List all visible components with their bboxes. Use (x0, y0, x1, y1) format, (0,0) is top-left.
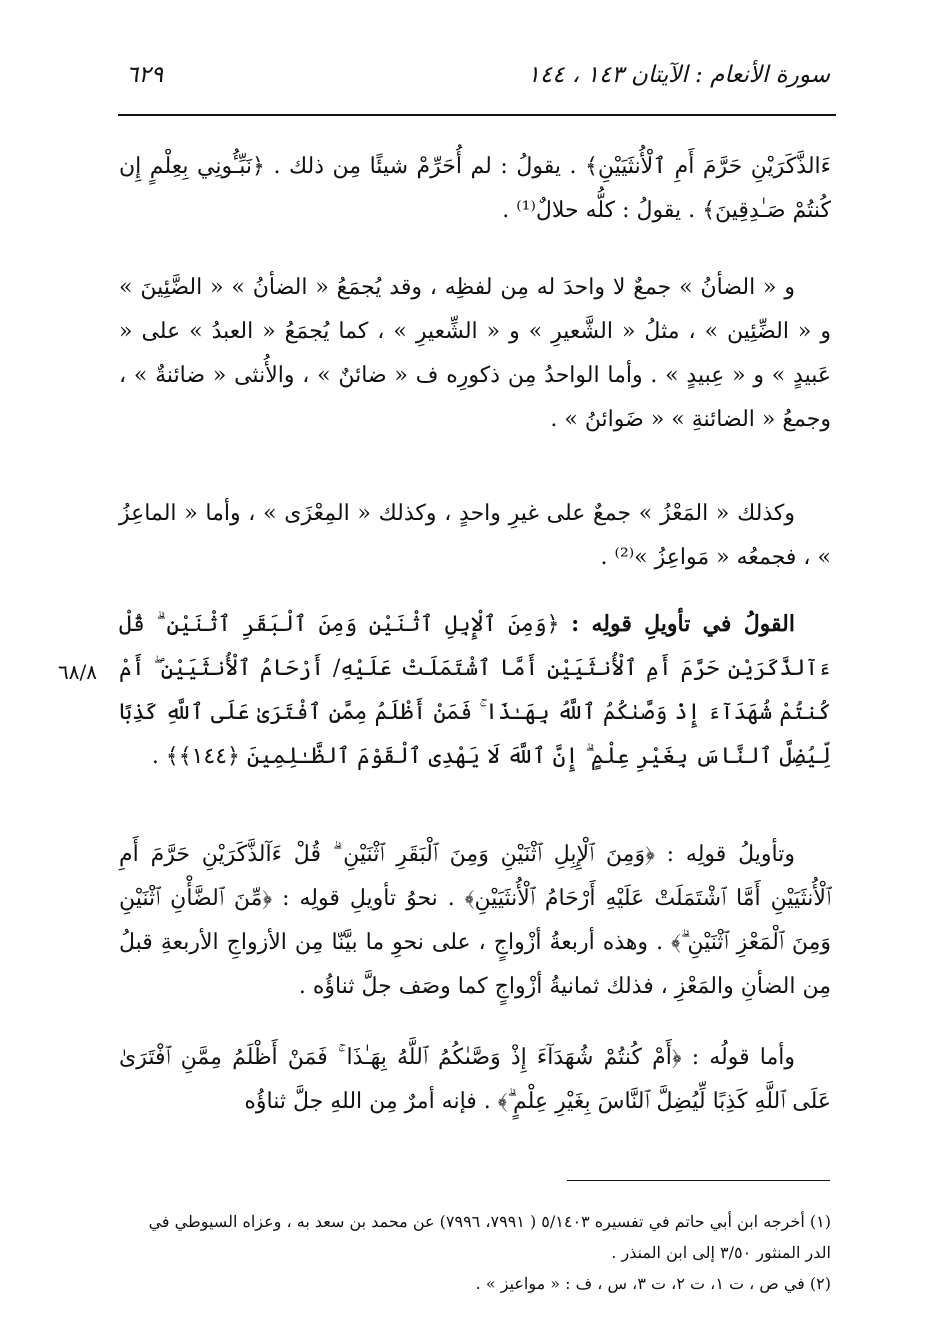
paragraph-3 (119, 492, 831, 580)
margin-volume-reference: ٦٨/٨ (58, 660, 97, 684)
header-rule (118, 114, 836, 116)
paragraph-6 (119, 1036, 831, 1124)
running-title: سورة الأنعام : الآيتان ١٤٣ ، ١٤٤ (527, 62, 830, 88)
paragraph-text: و « الضأنُ » جمعٌ لا واحدَ له مِن لفظِه ، وقد يُجمَعُ « الضأنُ » « الضَّئِينَ » و « الضِّئِين » ، مثلُ « الشَّعيرِ » و « الشِّعيرِ » ، كما يُجمَعُ « العبدُ » على « عَبيدٍ » و « عِبيدٍ » . وأما الواحدُ مِن ذكورِه ف « ضائنٌ » ، والأُنثى « ضائنةٌ » ، وجمعُ « الضائنةِ » « ضَوائنُ » . (119, 275, 831, 432)
paragraph-text: وأما قولُه : ﴿أَمْ كُنتُمْ شُهَدَآءَ إِذْ وَصَّىٰكُمُ ٱللَّهُ بِهَـٰذَا ۚ فَمَنْ أَظْلَمُ مِمَّنِ ٱفْتَرَىٰ عَلَى ٱللَّهِ كَذِبًا لِّيُضِلَّ ٱلنَّاسَ بِغَيْرِ عِلْمٍ ۗ﴾ . فإنه أمرٌ مِن اللهِ جلَّ ثناؤُه (119, 1045, 831, 1114)
paragraph-2 (119, 266, 831, 442)
footnote-rule (567, 1180, 830, 1181)
paragraph-text: وكذلك « المَعْزُ » جمعٌ على غيرِ واحدٍ ، وكذلك « المِعْزَى » ، وأما « الماعِزُ » ، فجمعُه « مَواعِزُ »⁽²⁾ . (119, 501, 831, 570)
page-number: ٦٢٩ (126, 62, 164, 88)
footnote-1: (١) أخرجه ابن أبي حاتم في تفسيره ٥/١٤٠٣ ( ٧٩٩١، ٧٩٩٦) عن محمد بن سعد به ، وعزاه السيوطي في الدر المنثور ٣/٥٠ إلى ابن المنذر . (148, 1212, 831, 1262)
paragraph-1 (119, 145, 831, 233)
section-paragraph (119, 602, 831, 779)
footnotes (119, 1206, 831, 1299)
footnote-2: (٢) في ص ، ت ١، ت ٢، ت ٣، س ، ف : « مواعيز » . (475, 1274, 831, 1293)
paragraph-text: القولُ في تأويلِ قولِه : ﴿وَمِنَ ٱلْإِبِلِ ٱثْنَيْنِ وَمِنَ ٱلْبَقَرِ ٱثْنَيْنِ ۗ قُلْ ءَآلذَّكَرَيْنِ حَرَّمَ أَمِ ٱلْأُنثَيَيْنِ أَمَّا ٱشْتَمَلَتْ عَلَيْهِ/ أَرْحَامُ ٱلْأُنثَيَيْنِ ۖ أَمْ كُنتُمْ شُهَدَآءَ إِذْ وَصَّىٰكُمُ ٱللَّهُ بِهَـٰذَا ۚ فَمَنْ أَظْلَمُ مِمَّنِ ٱفْتَرَىٰ عَلَى ٱللَّهِ كَذِبًا لِّيُضِلَّ ٱلنَّاسَ بِغَيْرِ عِلْمٍ ۗ إِنَّ ٱللَّهَ لَا يَهْدِى ٱلْقَوْمَ ٱلظَّـٰلِمِينَ ﴿١٤٤﴾﴾ . (119, 611, 831, 769)
paragraph-text: وتأويلُ قولِه : ﴿وَمِنَ ٱلْإِبِلِ ٱثْنَيْنِ وَمِنَ ٱلْبَقَرِ ٱثْنَيْنِ ۗ قُلْ ءَآلذَّكَرَيْنِ حَرَّمَ أَمِ ٱلْأُنثَيَيْنِ أَمَّا ٱشْتَمَلَتْ عَلَيْهِ أَرْحَامُ ٱلْأُنثَيَيْنِ﴾ . نحوُ تأويلِ قولِه : ﴿مِّنَ ٱلضَّأْنِ ٱثْنَيْنِ وَمِنَ ٱلْمَعْزِ ٱثْنَيْنِ ۗ﴾ . وهذه أربعةُ أزْواجٍ ، على نحوِ ما بيَّنّا مِن الأزواجِ الأربعةِ قبلُ مِن الضأنِ والمَعْزِ ، فذلك ثمانيةُ أزْواجٍ كما وصَف جلَّ ثناؤُه . (119, 842, 831, 999)
page-header (118, 58, 830, 98)
paragraph-text: ءَالذَّكَرَيْنِ حَرَّمَ أَمِ ٱلْأُنثَيَيْنِ﴾ . يقولُ : لم أُحَرِّمْ شيئًا مِن ذلك . ﴿نَبِّـُٔونِي بِعِلْمٍ إِن كُنتُمْ صَـٰدِقِينَ﴾ . يقولُ : كلُّه حلالٌ⁽¹⁾ . (119, 154, 831, 223)
section-heading: القولُ في تأويلِ قولِه : (571, 611, 795, 637)
paragraph-5 (119, 833, 831, 1009)
